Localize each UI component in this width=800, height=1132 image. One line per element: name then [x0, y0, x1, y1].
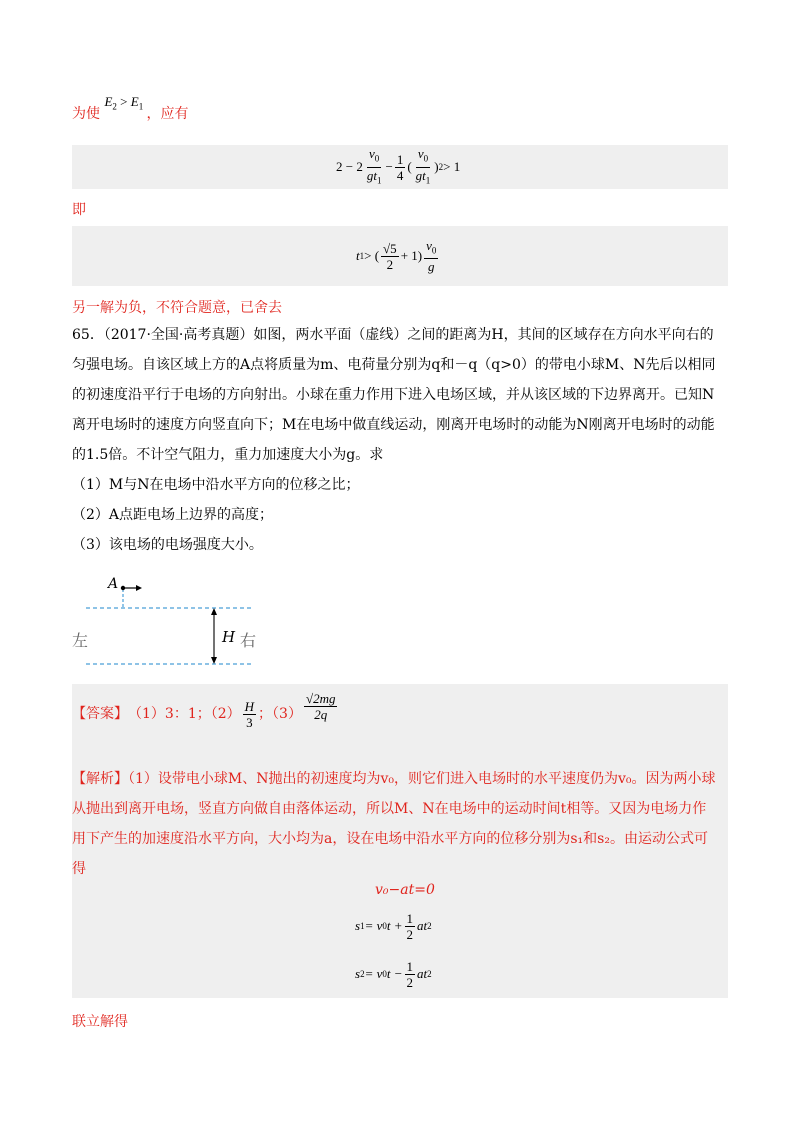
question-2: （2）A点距电场上边界的高度；	[72, 507, 274, 523]
analysis-line-1: 【解析】（1）设带电小球M、N抛出的初速度均为v₀，则它们进入电场时的水平速度仍为v₀。因为两小球	[72, 771, 716, 787]
equation-b: s 1 = v 0 t + $\frac{1}{2}$ at 2	[355, 910, 432, 942]
equation-1: 2 − 2 $\frac{v_0}{gt_1}$ − $\frac{1}{4}$ ( $\frac{v_0}{gt_1}$ ) 2 > 1	[336, 145, 461, 186]
analysis-tag: 【解析】	[72, 771, 128, 787]
question-1: （1）M与N在电场中沿水平方向的位移之比；	[72, 477, 360, 493]
field-diagram	[72, 574, 272, 674]
analysis-line-2: 从抛出到离开电场，竖直方向做自由落体运动，所以M、N在电场中的运动时间t相等。又因为电场力作	[72, 801, 707, 817]
equation-a: v₀−at=0	[375, 882, 435, 898]
right-label: 右	[240, 631, 257, 650]
problem-number: 65．	[72, 327, 104, 343]
problem-line-3: 的初速度沿平行于电场的方向射出。小球在重力作用下进入电场区域，并从该区域的下边界离开。已知N	[72, 387, 715, 403]
final-line: 联立解得	[72, 1014, 128, 1030]
velocity-arrow-head	[136, 585, 142, 591]
problem-line-4: 离开电场时的速度方向竖直向下；M在电场中做直线运动，刚离开电场时的动能为N刚离开电场时的动能	[72, 417, 715, 433]
condition-suffix: ，应有	[146, 106, 189, 122]
analysis-text	[72, 764, 732, 884]
equation-2: t 1 > ( $\frac{√5}{2}$ + 1) $\frac{v_0}{g}$	[356, 237, 437, 275]
condition-prefix: 为使	[72, 106, 100, 122]
answer-tag: 【答案】	[72, 706, 128, 722]
answer-field-fraction: $\frac{√2mg}{2q}$	[305, 690, 336, 722]
field-diagram-svg	[72, 574, 272, 674]
condition-expression: $E_2 > E_1$	[104, 94, 144, 112]
analysis-line-3: 用下产生的加速度沿水平方向，大小均为a，设在电场中沿水平方向的位移分别为s₁和s₂。由运动公式可	[72, 831, 708, 847]
analysis-line-4: 得	[72, 861, 86, 877]
answer-line: 【答案】 （1）3：1；（2） $\frac{H}{3}$ ；（3） $\frac{√2mg}{2q}$	[72, 690, 336, 730]
condition-line	[72, 94, 189, 129]
reject-note: 另一解为负，不符合题意，已舍去	[72, 300, 282, 316]
problem-line-5: 的1.5倍。不计空气阻力，重力加速度大小为g。求	[72, 447, 384, 463]
problem-line-2: 匀强电场。自该区域上方的A点将质量为m、电荷量分别为q和－q（q>0）的带电小球M、N先后以相同	[72, 357, 716, 373]
height-arrow-bottom	[211, 657, 217, 664]
answer-height-fraction: $\frac{H}{3}$	[244, 698, 255, 730]
point-a	[121, 586, 125, 590]
problem-text	[72, 320, 732, 560]
ji-label: 即	[72, 202, 86, 218]
point-a-label: A	[108, 576, 119, 592]
question-3: （3）该电场的电场强度大小。	[72, 537, 263, 553]
equation-c: s 2 = v 0 t − $\frac{1}{2}$ at 2	[355, 958, 432, 990]
problem-line-1: 65．（2017·全国·高考真题）如图，两水平面（虚线）之间的距离为H，其间的区域存在方向水平向右的	[72, 327, 714, 343]
left-label: 左	[72, 631, 89, 650]
height-arrow-top	[211, 608, 217, 615]
height-label: H	[222, 628, 236, 646]
